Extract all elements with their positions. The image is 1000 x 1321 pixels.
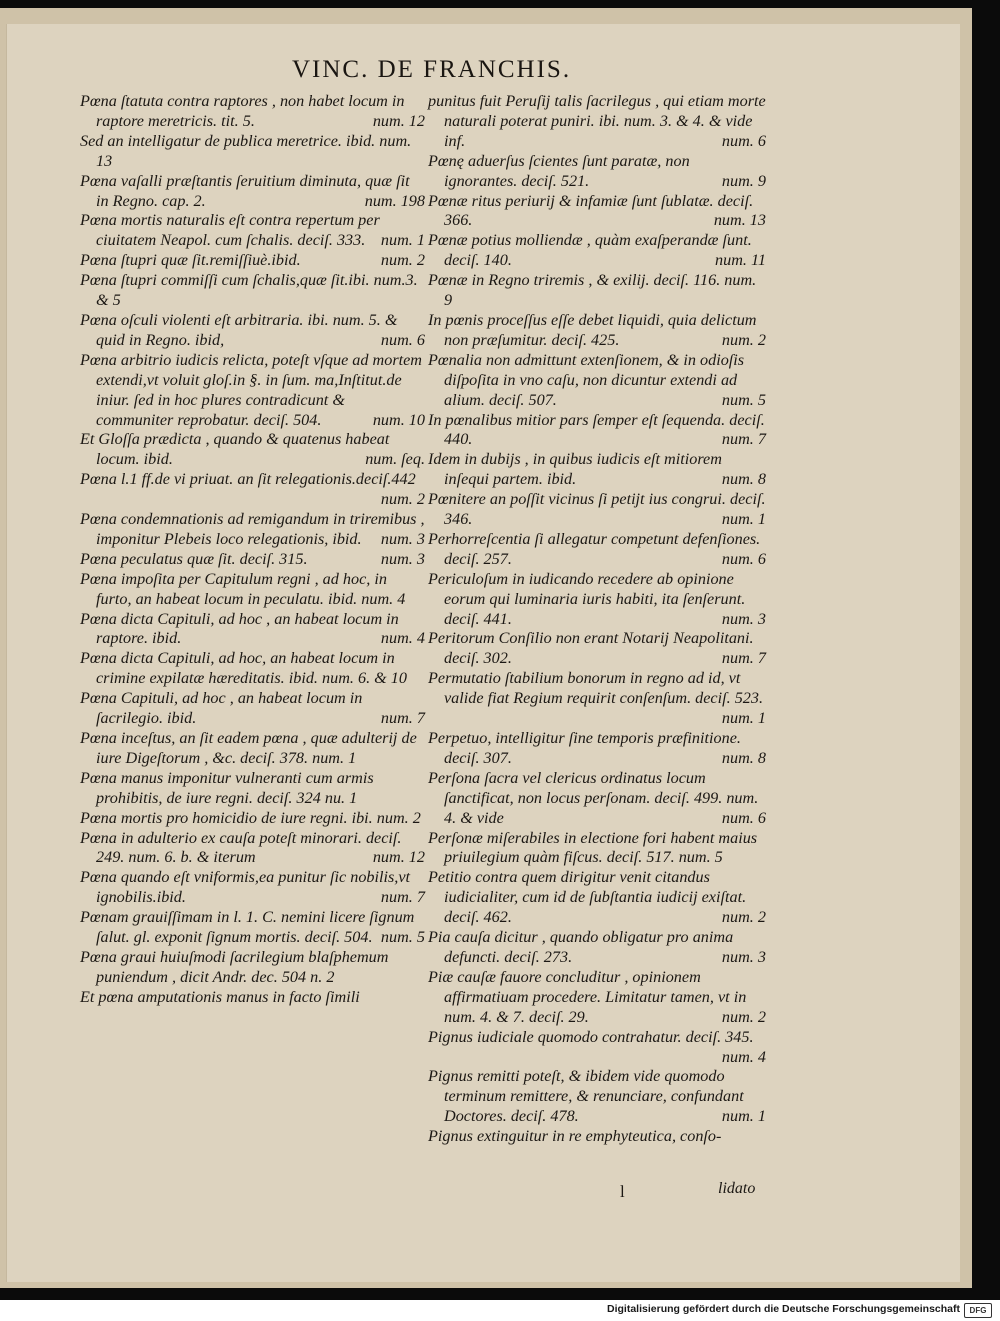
catchword: lidato: [718, 1180, 756, 1197]
index-entry-number: num. 1: [721, 1107, 766, 1126]
index-entry: [80, 769, 425, 809]
index-entry: [428, 450, 766, 490]
index-entry: [428, 530, 766, 570]
index-entry-text: Pœnitere an poſſit vicinus ſi petijt ius congrui. deciſ. 346.: [428, 490, 766, 529]
index-entry-number: num. 12: [372, 848, 425, 867]
index-column-left: [80, 92, 425, 1008]
index-entry-number: num. 8: [721, 748, 766, 767]
index-entry-text: Pœna mortis pro homicidio de iure regni. ibi. num. 2: [80, 808, 421, 827]
index-entry: [428, 311, 766, 351]
footer-credit: Digitalisierung gefördert durch die Deutsche Forschungsgemeinschaft: [607, 1303, 960, 1315]
index-entry-number: num. 1: [721, 709, 766, 728]
index-entry-number: num. 8: [721, 470, 766, 489]
index-entry: [80, 470, 425, 510]
index-entry-number: num. 1: [721, 510, 766, 529]
index-entry: [80, 271, 425, 311]
index-entry-text: Sed an intelligatur de publica meretrice. ibid. num. 13: [80, 131, 412, 170]
index-entry: [428, 1028, 766, 1068]
index-entry: [428, 192, 766, 232]
index-entry-number: num. 3: [721, 947, 766, 966]
index-entry-text: Pœna l.1 ff.de vi priuat. an ſit relegationis.deciſ.442: [80, 470, 416, 489]
index-entry-text: Perſona ſacra vel clericus ordinatus locum ſanctificat, non locus perſonam. deciſ. 499. num. 4. & vide: [428, 768, 759, 827]
index-entry: [80, 908, 425, 948]
index-entry-text: Pignus extinguitur in re emphyteutica, conſo-: [428, 1127, 722, 1146]
index-entry: [80, 172, 425, 212]
index-entry-text: Pœnæ in Regno triremis , & exilij. deciſ. 116. num. 9: [428, 271, 757, 310]
index-entry-text: Idem in dubijs , in quibus iudicis eſt mitiorem inſequi partem. ibid.: [428, 450, 722, 489]
index-entry-text: Pœna oſculi violenti eſt arbitraria. ibi. num. 5. & quid in Regno. ibid,: [80, 310, 398, 349]
index-entry-number: num. 4: [721, 1047, 766, 1066]
index-entry: [428, 92, 766, 152]
index-entry: [80, 988, 425, 1008]
index-entry-text: Permutatio ſtabilium bonorum in regno ad id, vt valide fiat Regium requirit conſenſum. deciſ. 523.: [428, 669, 764, 708]
index-entry: [80, 132, 425, 172]
index-entry-text: Pœna inceſtus, an ſit eadem pœna , quæ adulterij de iure Digeſtorum , &c. deciſ. 378. num. 1: [80, 729, 417, 767]
index-entry-text: punitus fuit Peruſij talis ſacrilegus , qui etiam morte naturali poterat puniri. ibi. num. 3. & 4. & vide inf.: [428, 92, 766, 150]
index-entry-number: num. 6: [380, 330, 425, 349]
index-entry-text: Pœna ſtupri quæ ſit.remiſſiuè.ibid.: [80, 251, 301, 270]
index-entry-text: Petitio contra quem dirigitur venit citandus iudicialiter, cum id de ſubſtantia iudicij exiſtat. deciſ. 462.: [428, 868, 747, 927]
index-entry-text: Et pœna amputationis manus in facto ſimili: [80, 987, 360, 1006]
index-entry-number: num. 3: [721, 609, 766, 628]
index-entry-number: num. 5: [721, 390, 766, 409]
index-entry-text: Pœna in adulterio ex cauſa poteſt minorari. deciſ. 249. num. 6. b. & iterum: [80, 828, 402, 867]
index-entry: [428, 570, 766, 630]
index-entry: [80, 550, 425, 570]
index-entry: [80, 211, 425, 251]
index-entry-number: num. 6: [721, 131, 766, 150]
signature-mark: l: [620, 1182, 625, 1201]
index-entry: [428, 411, 766, 451]
index-entry-text: Pœna ſtupri commiſſi cum ſchalis,quæ ſit.ibi. num.3. & 5: [80, 271, 418, 310]
index-entry-text: Pœna mortis naturalis eſt contra repertum per ciuitatem Neapol. cum ſchalis. deciſ. 333.: [80, 211, 380, 250]
index-entry-text: Pœna graui huiuſmodi ſacrilegium blaſphemum puniendum , dicit Andr. dec. 504 n. 2: [80, 947, 389, 986]
index-entry-text: Perſonæ miſerabiles in electione fori habent maius priuilegium quàm fiſcus. deciſ. 517. num. 5: [428, 828, 758, 867]
index-entry-number: num. 13: [713, 211, 766, 230]
index-entry-text: Pœna dicta Capituli, ad hoc, an habeat locum in crimine expilatæ hæreditatis. ibid. num. 6. & 10: [80, 649, 407, 688]
index-entry: [428, 490, 766, 530]
index-entry-text: Perhorreſcentia ſi allegatur competunt defenſiones. deciſ. 257.: [428, 529, 761, 568]
index-entry-number: num. 7: [380, 709, 425, 728]
index-entry: [80, 92, 425, 132]
index-column-right: [428, 92, 766, 1147]
index-entry-text: Pœnam grauiſſimam in l. 1. C. nemini licere ſignum ſalut. gl. exponit ſignum mortis. deciſ. 504.: [80, 908, 415, 947]
index-entry-number: num. 1: [380, 231, 425, 250]
index-entry: [80, 510, 425, 550]
index-entry: [80, 829, 425, 869]
index-entry-number: num. 6: [721, 808, 766, 827]
index-entry: [428, 868, 766, 928]
index-entry: [428, 271, 766, 311]
index-entry-number: num. 12: [372, 111, 425, 130]
index-entry: [428, 829, 766, 869]
index-entry: [428, 968, 766, 1028]
index-entry: [80, 570, 425, 610]
index-entry-number: num. 2: [380, 490, 425, 509]
index-entry: [428, 152, 766, 192]
index-entry: [80, 868, 425, 908]
index-entry-text: Pœnæ ritus periurij & infamiæ ſunt ſublatæ. deciſ. 366.: [428, 191, 754, 230]
index-entry: [80, 689, 425, 729]
index-entry-text: Pignus remitti poteſt, & ibidem vide quomodo terminum remittere, & renunciare, confundant Doctores. deciſ. 478.: [428, 1067, 744, 1126]
index-entry-text: Peritorum Conſilio non erant Notarij Neapolitani. deciſ. 302.: [428, 629, 754, 668]
index-entry-text: Pœnæ potius molliendæ , quàm exaſperandæ ſunt. deciſ. 140.: [428, 231, 752, 270]
index-entry-number: num. 6: [721, 549, 766, 568]
index-entry-number: num. 2: [721, 330, 766, 349]
index-entry: [80, 729, 425, 769]
index-entry-text: Et Gloſſa prædicta , quando & quatenus habeat locum. ibid.: [80, 430, 390, 469]
index-entry-text: In pœnalibus mitior pars ſemper eſt ſequenda. deciſ. 440.: [428, 410, 765, 449]
index-entry: [428, 769, 766, 829]
index-entry-text: In pœnis proceſſus eſſe debet liquidi, quia delictum non præſumitur. deciſ. 425.: [428, 310, 757, 349]
index-entry-text: Pœnalia non admittunt extenſionem, & in odioſis diſpoſita in vno caſu, non dicuntur extendi ad alium. deciſ. 507.: [428, 350, 745, 409]
index-entry: [80, 430, 425, 470]
index-entry: [428, 1127, 766, 1147]
index-entry: [428, 928, 766, 968]
index-entry-number: num. ſeq.: [365, 450, 425, 469]
index-entry-number: num. 7: [721, 430, 766, 449]
index-entry-text: Pœna impoſita per Capitulum regni , ad hoc, in furto, an habeat locum in peculatu. ibid. num. 4: [80, 569, 406, 608]
index-entry-number: num. 7: [721, 649, 766, 668]
index-entry: [80, 948, 425, 988]
index-entry: [80, 351, 425, 431]
index-entry-number: num. 11: [715, 251, 766, 270]
index-entry-text: Pœna peculatus quæ ſit. deciſ. 315.: [80, 549, 308, 568]
running-head: VINC. DE FRANCHIS.: [292, 56, 572, 83]
index-entry-text: Pœna manus imponitur vulneranti cum armis prohibitis, de iure regni. deciſ. 324 nu. 1: [80, 768, 374, 807]
index-entry-number: num. 4: [380, 629, 425, 648]
index-entry-number: num. 3: [380, 529, 425, 548]
index-entry-text: Pœnę aduerſus ſcientes ſunt paratæ, non ignorantes. deciſ. 521.: [428, 151, 690, 190]
index-entry-text: Pœna ſtatuta contra raptores , non habet locum in raptore meretricis. tit. 5.: [80, 92, 405, 130]
dfg-logo: DFG: [964, 1303, 992, 1318]
index-entry-number: num. 9: [721, 171, 766, 190]
index-entry: [428, 231, 766, 271]
index-entry-number: num. 2: [721, 1007, 766, 1026]
index-entry-text: Pœna arbitrio iudicis relicta, poteſt vſque ad mortem extendi,vt voluit gloſ.in §. in ſum. ma,Inſtitut.de iniur. ſed in hoc plures contradicunt & communiter reprobatur. deciſ. 504.: [80, 350, 422, 429]
index-entry: [428, 1067, 766, 1127]
index-entry: [80, 251, 425, 271]
index-entry-number: num. 5: [380, 928, 425, 947]
index-entry-number: num. 2: [721, 908, 766, 927]
index-entry-number: num. 2: [380, 251, 425, 270]
index-entry: [428, 629, 766, 669]
index-entry: [80, 311, 425, 351]
index-entry-text: Pignus iudiciale quomodo contrahatur. deciſ. 345.: [428, 1027, 754, 1046]
index-entry: [80, 610, 425, 650]
index-entry: [80, 809, 425, 829]
index-entry-text: Pœna quando eſt vniformis,ea punitur ſic nobilis,vt ignobilis.ibid.: [80, 868, 411, 907]
index-entry: [428, 729, 766, 769]
index-entry: [428, 669, 766, 729]
index-entry-number: num. 198: [364, 191, 425, 210]
index-entry-text: Pœna Capituli, ad hoc , an habeat locum in ſacrilegio. ibid.: [80, 689, 363, 728]
index-entry-number: num. 10: [372, 410, 425, 429]
index-entry: [428, 351, 766, 411]
index-entry-text: Perpetuo, intelligitur ſine temporis præfinitione. deciſ. 307.: [428, 729, 741, 767]
index-entry-text: Pia cauſa dicitur , quando obligatur pro anima defuncti. deciſ. 273.: [428, 928, 734, 966]
index-entry-text: Piæ cauſæ fauore concluditur , opinionem affirmatiuam procedere. Limitatur tamen, vt in num. 4. & 7. deciſ. 29.: [428, 967, 747, 1026]
index-entry: [80, 649, 425, 689]
index-entry-number: num. 7: [380, 888, 425, 907]
index-entry-text: Pœna condemnationis ad remigandum in triremibus , imponitur Plebeis loco relegationis, ibid.: [80, 510, 425, 548]
index-entry-text: Periculoſum in iudicando recedere ab opinione eorum qui luminaria iuris habiti, ita ſenſerunt. deciſ. 441.: [428, 569, 746, 628]
index-entry-text: Pœna vaſalli præſtantis ſeruitium diminuta, quæ ſit in Regno. cap. 2.: [80, 171, 410, 210]
index-entry-number: num. 3: [380, 549, 425, 568]
index-entry-text: Pœna dicta Capituli, ad hoc , an habeat locum in raptore. ibid.: [80, 609, 399, 648]
